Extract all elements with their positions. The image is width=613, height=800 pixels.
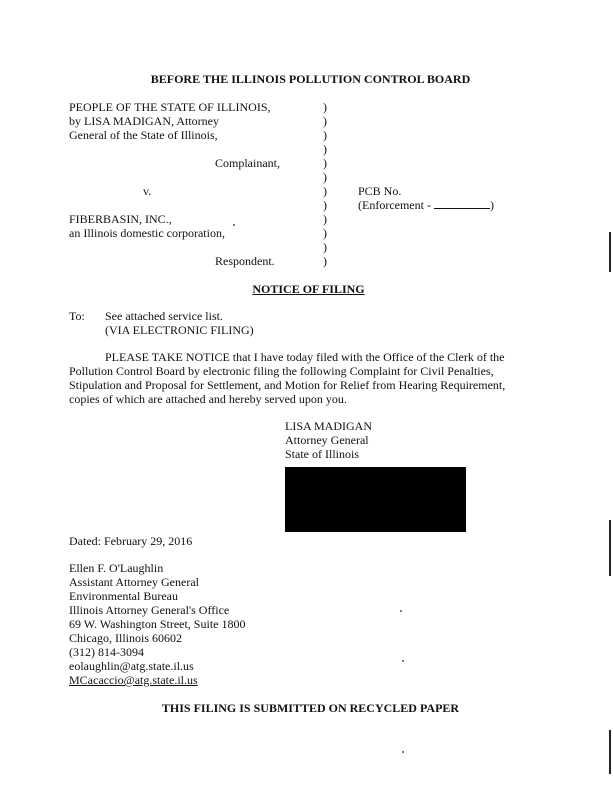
body-line-3: Stipulation and Proposal for Settlement, and Motion for Relief from Hearing Requirement, [69,378,506,392]
signature-state: State of Illinois [285,447,359,461]
contact-office: Illinois Attorney General's Office [69,603,230,617]
scan-edge-mark [609,232,611,272]
paren: ) [323,142,327,156]
complainant-line-1: PEOPLE OF THE STATE OF ILLINOIS, [69,100,271,114]
paren: ) [323,254,327,268]
signature-name: LISA MADIGAN [285,419,372,433]
paren: ) [323,170,327,184]
contact-email-2[interactable]: MCacaccio@atg.state.il.us [69,673,198,687]
contact-street: 69 W. Washington Street, Suite 1800 [69,617,246,631]
scan-speck [400,610,402,612]
body-line-2: Pollution Control Board by electronic filing the following Complaint for Civil Penalties, [69,364,494,378]
contact-city: Chicago, Illinois 60602 [69,631,182,645]
scan-speck [233,224,235,226]
paren: ) [323,226,327,240]
paren: ) [323,156,327,170]
service-list-line: See attached service list. [105,309,223,323]
pcb-number-label: PCB No. [358,184,402,198]
enforcement-prefix: (Enforcement - [358,198,431,212]
paren: ) [323,212,327,226]
redacted-signature [285,467,466,532]
body-line-4: copies of which are attached and hereby served upon you. [69,392,347,406]
body-line-1: PLEASE TAKE NOTICE that I have today filed with the Office of the Clerk of the [105,350,505,364]
contact-phone: (312) 814-3094 [69,645,144,659]
to-label: To: [69,309,85,323]
complainant-label: Complainant, [215,156,280,170]
signature-title: Attorney General [285,433,369,447]
scan-speck [402,660,404,662]
scan-edge-mark [609,520,611,576]
case-number-blank [434,198,490,209]
contact-email-1: eolaughlin@atg.state.il.us [69,659,194,673]
complainant-line-3: General of the State of Illinois, [69,128,218,142]
paren: ) [323,198,327,212]
notice-title: NOTICE OF FILING [252,282,365,296]
versus: v. [143,184,152,198]
enforcement-line [358,198,494,212]
paren: ) [323,114,327,128]
contact-name: Ellen F. O'Laughlin [69,561,164,575]
respondent-line-1: FIBERBASIN, INC., [69,212,172,226]
contact-bureau: Environmental Bureau [69,589,178,603]
scan-edge-mark [609,730,611,774]
respondent-line-2: an Illinois domestic corporation, [69,226,225,240]
contact-title: Assistant Attorney General [69,575,199,589]
dated-line: Dated: February 29, 2016 [69,534,193,548]
complainant-line-2: by LISA MADIGAN, Attorney [69,114,219,128]
scan-speck [402,751,404,753]
recycled-paper-footer: THIS FILING IS SUBMITTED ON RECYCLED PAPER [161,701,460,715]
respondent-label: Respondent. [215,254,275,268]
paren: ) [323,100,327,114]
board-heading: BEFORE THE ILLINOIS POLLUTION CONTROL BOARD [150,72,471,86]
electronic-filing-line: (VIA ELECTRONIC FILING) [105,323,254,337]
paren: ) [323,128,327,142]
paren: ) [323,240,327,254]
enforcement-suffix: ) [489,198,494,212]
paren: ) [323,184,327,198]
